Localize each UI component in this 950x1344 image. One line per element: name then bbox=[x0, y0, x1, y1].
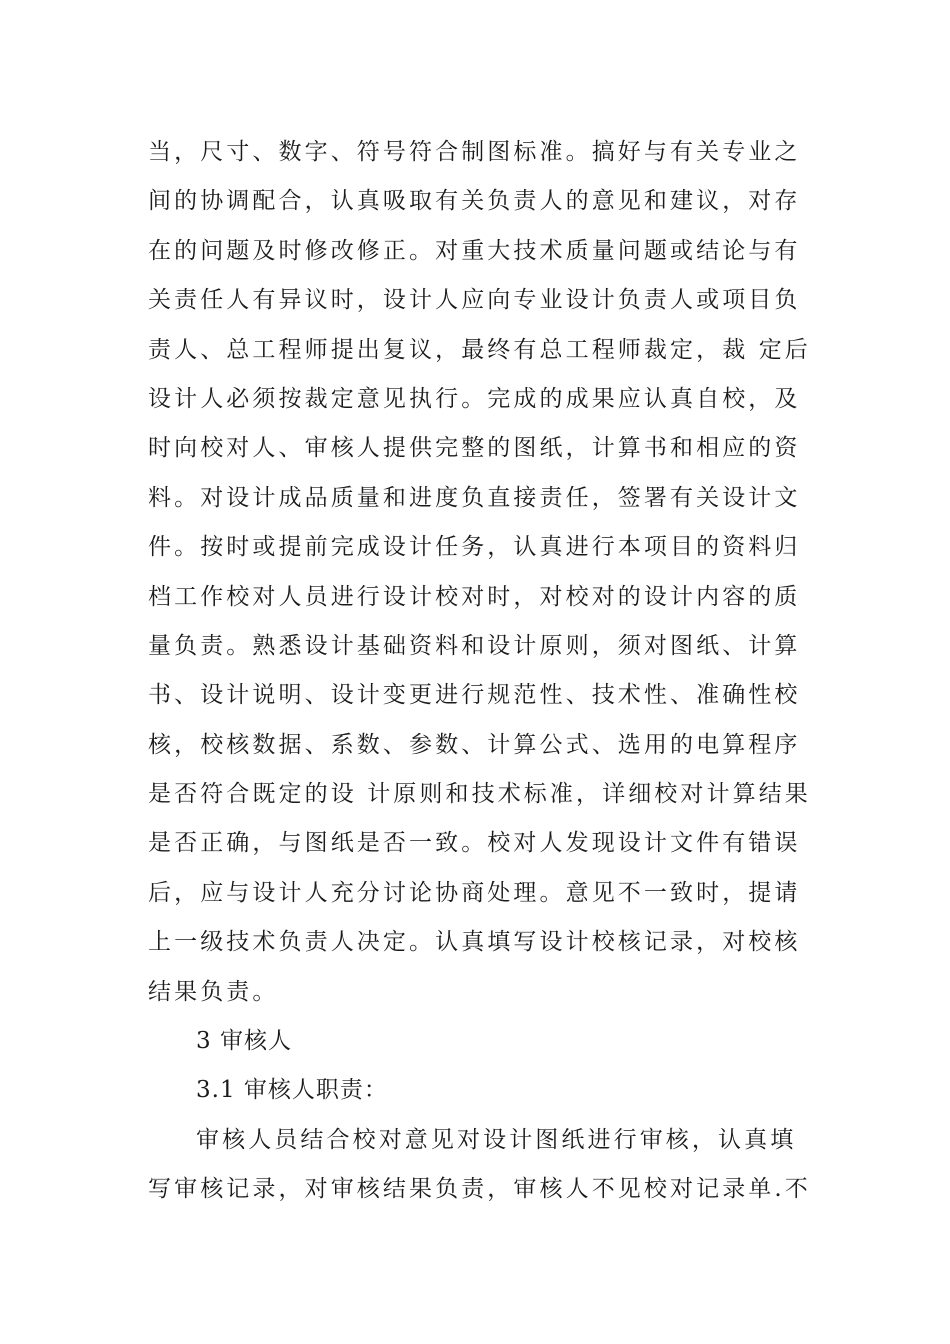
text-line: 是否符合既定的设 计原则和技术标准，详细校对计算结果 bbox=[148, 781, 811, 808]
text-line: 后，应与设计人充分讨论协商处理。意见不一致时，提请 bbox=[148, 879, 801, 906]
subsection-heading: 3.1 审核人职责： bbox=[196, 1077, 388, 1104]
text-line: 写审核记录，对审核结果负责，审核人不见校对记录单.不 bbox=[148, 1176, 811, 1203]
text-line: 责人、总工程师提出复议，最终有总工程师裁定，裁 定后 bbox=[148, 336, 811, 363]
text-line: 间的协调配合，认真吸取有关负责人的意见和建议，对存 bbox=[148, 188, 801, 215]
text-line: 时向校对人、审核人提供完整的图纸，计算书和相应的资 bbox=[148, 435, 801, 462]
text-line: 结果负责。 bbox=[148, 978, 279, 1005]
text-line: 当，尺寸、数字、符号符合制图标准。搞好与有关专业之 bbox=[148, 139, 801, 165]
text-line: 核，校核数据、系数、参数、计算公式、选用的电算程序 bbox=[148, 731, 801, 758]
text-line: 档工作校对人员进行设计校对时，对校对的设计内容的质 bbox=[148, 583, 801, 610]
text-line: 是否正确，与图纸是否一致。校对人发现设计文件有错误 bbox=[148, 830, 801, 857]
text-line: 在的问题及时修改修正。对重大技术质量问题或结论与有 bbox=[148, 237, 801, 264]
text-line: 上一级技术负责人决定。认真填写设计校核记录，对校核 bbox=[148, 929, 801, 956]
text-line: 料。对设计成品质量和进度负直接责任，签署有关设计文 bbox=[148, 484, 801, 511]
text-line: 审核人员结合校对意见对设计图纸进行审核，认真填 bbox=[196, 1126, 797, 1153]
text-line: 书、设计说明、设计变更进行规范性、技术性、准确性校 bbox=[148, 682, 801, 709]
body-text bbox=[148, 128, 812, 1215]
text-line: 关责任人有异议时，设计人应向专业设计负责人或项目负 bbox=[148, 287, 801, 314]
text-line: 量负责。熟悉设计基础资料和设计原则，须对图纸、计算 bbox=[148, 632, 801, 659]
text-line: 件。按时或提前完成设计任务，认真进行本项目的资料归 bbox=[148, 534, 801, 561]
section-heading: 3 审核人 bbox=[196, 1028, 292, 1055]
text-line: 设计人必须按裁定意见执行。完成的成果应认真自校，及 bbox=[148, 385, 801, 412]
